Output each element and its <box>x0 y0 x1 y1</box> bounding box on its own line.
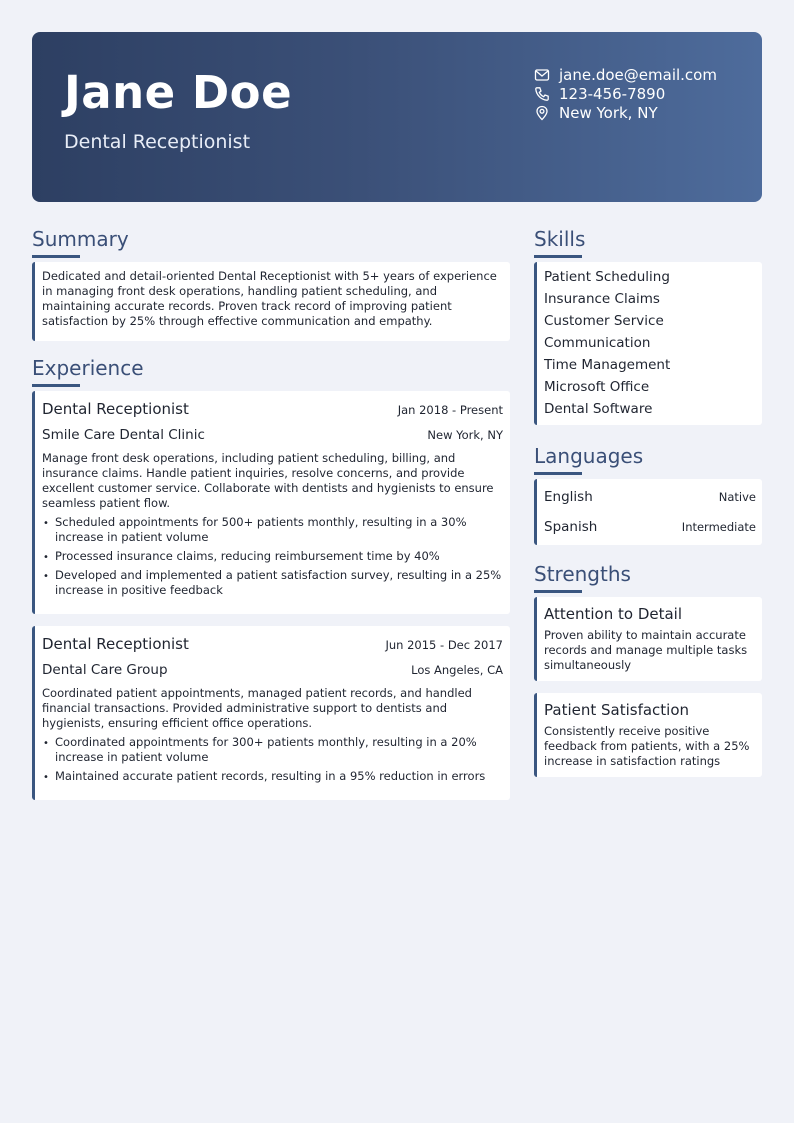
skill-item: Insurance Claims <box>544 291 660 307</box>
skill-item: Time Management <box>544 357 671 373</box>
contact-email[interactable] <box>534 65 717 84</box>
job-company: Dental Care Group <box>42 662 168 678</box>
email-text: jane.doe@email.com <box>559 65 717 84</box>
mail-icon <box>534 67 550 83</box>
strengths-underline <box>534 590 582 593</box>
location-text: New York, NY <box>559 103 658 122</box>
job-location: New York, NY <box>427 428 503 442</box>
strength-card <box>534 693 762 777</box>
candidate-title: Dental Receptionist <box>64 131 251 153</box>
experience-heading: Experience <box>32 356 144 380</box>
job-role: Dental Receptionist <box>42 400 189 418</box>
achievement-item: • Scheduled appointments for 500+ patients monthly, resulting in a 30% increase in patient volume <box>42 515 503 545</box>
language-row <box>544 512 756 542</box>
skills-heading: Skills <box>534 227 586 251</box>
achievement-item: • Processed insurance claims, reducing reimbursement time by 40% <box>42 549 503 564</box>
job-description: Coordinated patient appointments, managed patient records, and handled financial transactions. Provided administrative support to dentists and hygienists, ensuring efficient office operations. <box>42 686 472 730</box>
skill-item: Microsoft Office <box>544 379 650 395</box>
skill-item: Customer Service <box>544 313 664 329</box>
strength-card <box>534 597 762 681</box>
summary-underline <box>32 255 80 258</box>
left-column <box>32 226 510 812</box>
job-role: Dental Receptionist <box>42 635 189 653</box>
skills-underline <box>534 255 582 258</box>
location-pin-icon <box>534 105 550 121</box>
skills-card <box>534 262 762 425</box>
resume-header <box>32 32 762 202</box>
achievement-item: • Maintained accurate patient records, resulting in a 95% reduction in errors <box>42 769 503 784</box>
job-entry <box>32 626 510 800</box>
language-name: English <box>544 489 593 505</box>
right-column <box>534 226 762 789</box>
job-company: Smile Care Dental Clinic <box>42 427 205 443</box>
languages-heading: Languages <box>534 444 644 468</box>
strength-description: Consistently receive positive feedback from patients, with a 25% increase in satisfaction ratings <box>544 724 750 768</box>
job-location: Los Angeles, CA <box>411 663 503 677</box>
language-row <box>544 482 756 512</box>
summary-card <box>32 262 510 341</box>
achievement-item: • Coordinated appointments for 300+ patients monthly, resulting in a 20% increase in patient volume <box>42 735 503 765</box>
skill-item: Communication <box>544 335 651 351</box>
job-achievements <box>42 735 503 784</box>
strength-title: Attention to Detail <box>544 605 683 623</box>
language-name: Spanish <box>544 519 598 535</box>
contact-phone[interactable] <box>534 84 717 103</box>
languages-underline <box>534 472 582 475</box>
contact-location <box>534 103 717 122</box>
job-dates: Jan 2018 - Present <box>397 403 503 417</box>
achievement-item: • Developed and implemented a patient satisfaction survey, resulting in a 25% increase in positive feedback <box>42 568 503 598</box>
skill-item: Patient Scheduling <box>544 269 670 285</box>
strength-title: Patient Satisfaction <box>544 701 690 719</box>
languages-card <box>534 479 762 545</box>
summary-heading: Summary <box>32 227 129 251</box>
language-level: Intermediate <box>681 520 756 534</box>
job-entry <box>32 391 510 614</box>
strengths-heading: Strengths <box>534 562 631 586</box>
strength-description: Proven ability to maintain accurate records and manage multiple tasks simultaneously <box>544 628 748 672</box>
language-level: Native <box>718 490 756 504</box>
job-dates: Jun 2015 - Dec 2017 <box>385 638 503 652</box>
skill-item: Dental Software <box>544 401 653 417</box>
phone-icon <box>534 86 550 102</box>
phone-text: 123-456-7890 <box>559 84 666 103</box>
contact-info <box>534 65 717 122</box>
job-achievements <box>42 515 503 598</box>
experience-underline <box>32 384 80 387</box>
summary-text: Dedicated and detail-oriented Dental Receptionist with 5+ years of experience in managing front desk operations, handling patient scheduling, and maintaining accurate records. Proven track record of improving patient satisfaction by 25% through effective communication and empathy. <box>42 269 497 328</box>
job-description: Manage front desk operations, including patient scheduling, billing, and insurance claims. Handle patient inquiries, resolve concerns, and provide excellent customer service. Collaborate with dentists and hygienists to ensure seamless patient flow. <box>42 451 494 510</box>
candidate-name: Jane Doe <box>64 66 293 119</box>
